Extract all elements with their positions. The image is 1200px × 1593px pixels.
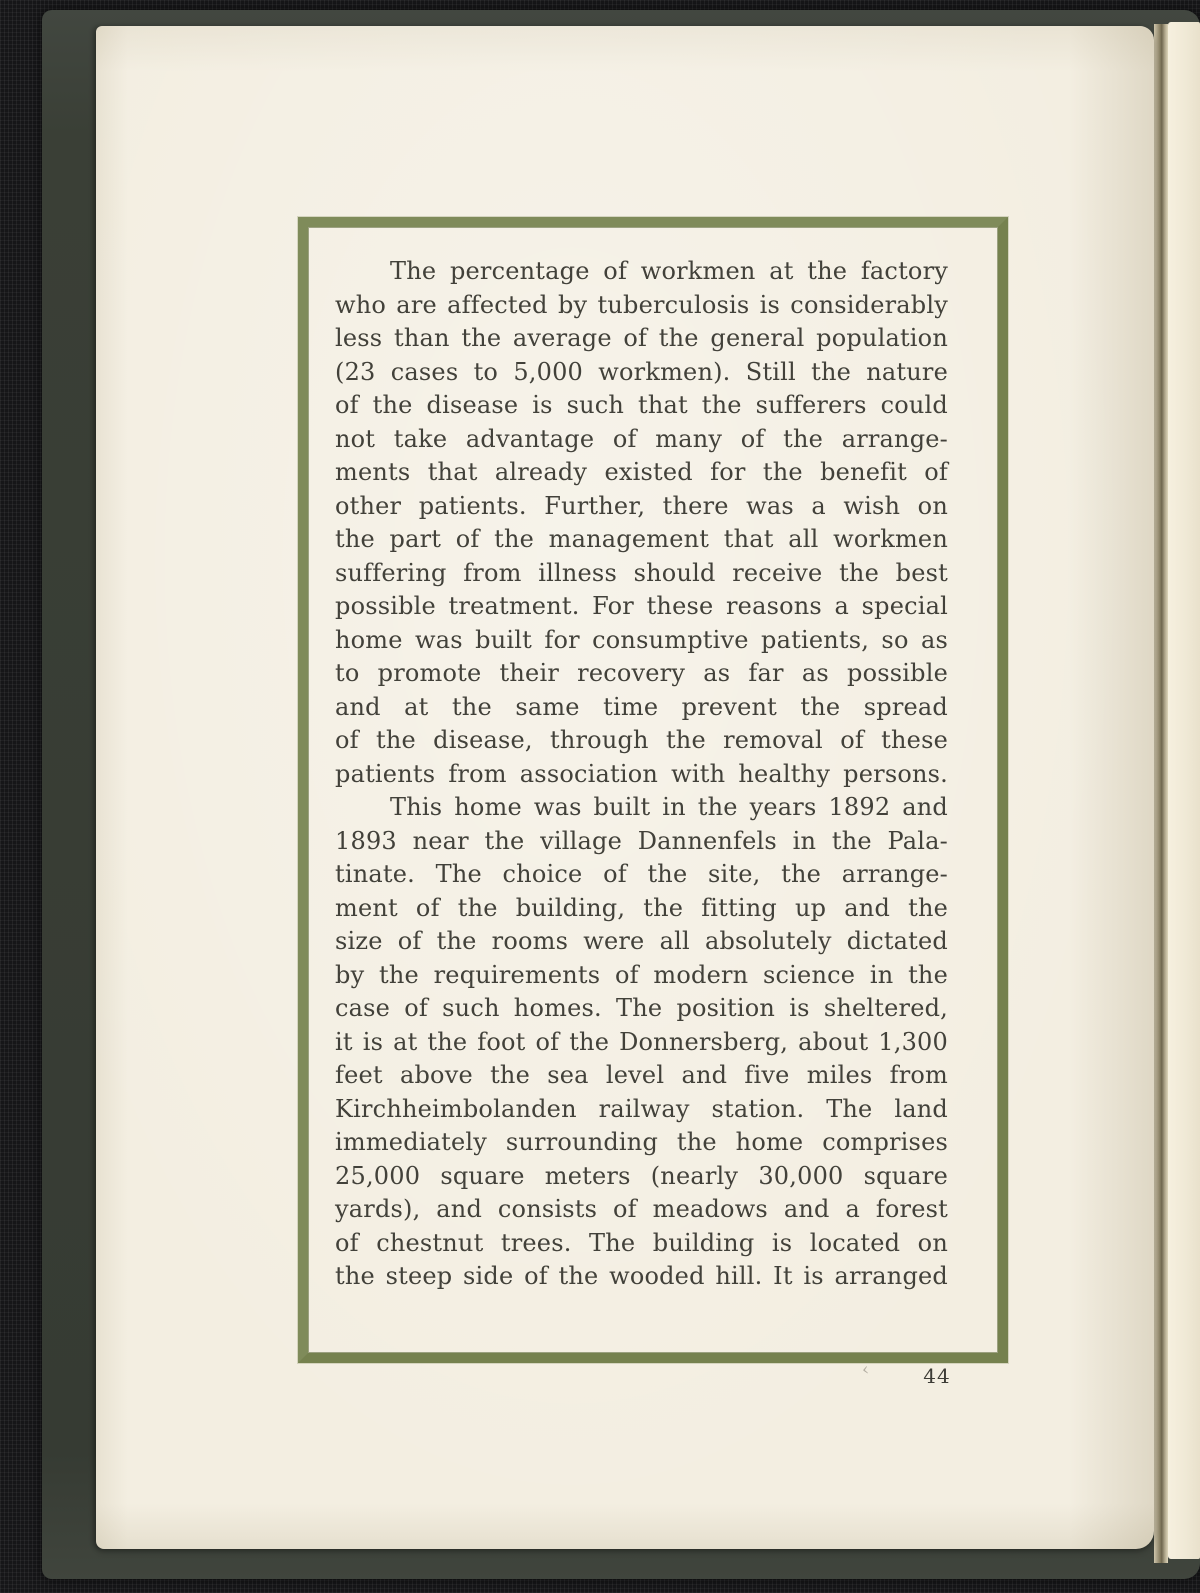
text-line: tinate. The choice of the site, the arrange- bbox=[335, 860, 948, 888]
text-line: ments that already existed for the benefit of bbox=[335, 458, 948, 486]
text-line: less than the average of the general population bbox=[335, 324, 948, 352]
pencil-mark: ‹ bbox=[860, 1359, 871, 1381]
text-line: of chestnut trees. The building is located on bbox=[335, 1228, 948, 1257]
text-line: to promote their recovery as far as possible bbox=[335, 659, 948, 687]
facing-page-edge bbox=[1168, 22, 1200, 1559]
text-line: and at the same time prevent the spread bbox=[335, 692, 948, 721]
text-line: by the requirements of modern science in the bbox=[335, 960, 948, 989]
page-edge-stack bbox=[54, 22, 98, 1573]
text-line: possible treatment. For these reasons a special bbox=[335, 592, 948, 620]
text-line: patients from association with healthy persons. bbox=[335, 759, 948, 788]
text-line: (23 cases to 5,000 workmen). Still the nature bbox=[335, 357, 948, 386]
text-line: not take advantage of many of the arrange- bbox=[335, 424, 948, 453]
text-line: of the disease is such that the sufferers could bbox=[335, 391, 948, 419]
text-line: who are affected by tuberculosis is considerably bbox=[335, 290, 948, 319]
text-block bbox=[308, 227, 998, 1353]
text-line: case of such homes. The position is sheltered, bbox=[335, 994, 948, 1022]
gutter-shadow bbox=[1154, 24, 1168, 1563]
text-line: suffering from illness should receive the best bbox=[335, 558, 948, 587]
text-line: feet above the sea level and five miles from bbox=[335, 1061, 948, 1089]
decorative-frame bbox=[298, 217, 1008, 1363]
text-line: The percentage of workmen at the factory bbox=[390, 257, 948, 285]
text-line: ment of the building, the fitting up and the bbox=[335, 893, 948, 922]
text-line: other patients. Further, there was a wish on bbox=[335, 491, 948, 520]
text-line: immediately surrounding the home comprises bbox=[335, 1128, 948, 1156]
text-line: it is at the foot of the Donnersberg, about 1,300 bbox=[335, 1027, 948, 1056]
text-line: 25,000 square meters (nearly 30,000 square bbox=[335, 1161, 948, 1190]
text-line: This home was built in the years 1892 and bbox=[390, 793, 948, 821]
text-line: the steep side of the wooded hill. It is arranged bbox=[335, 1262, 948, 1290]
page-number: 44 bbox=[923, 1364, 951, 1388]
book-page bbox=[96, 26, 1154, 1549]
text-line: size of the rooms were all absolutely dictated bbox=[335, 927, 948, 955]
text-line: yards), and consists of meadows and a forest bbox=[335, 1195, 948, 1223]
text-line: Kirchheimbolanden railway station. The land bbox=[335, 1094, 948, 1123]
text-line: home was built for consumptive patients, so as bbox=[335, 625, 948, 654]
text-line: the part of the management that all workmen bbox=[335, 525, 948, 553]
text-line: of the disease, through the removal of these bbox=[335, 726, 948, 754]
text-line: 1893 near the village Dannenfels in the Pala- bbox=[335, 826, 948, 855]
